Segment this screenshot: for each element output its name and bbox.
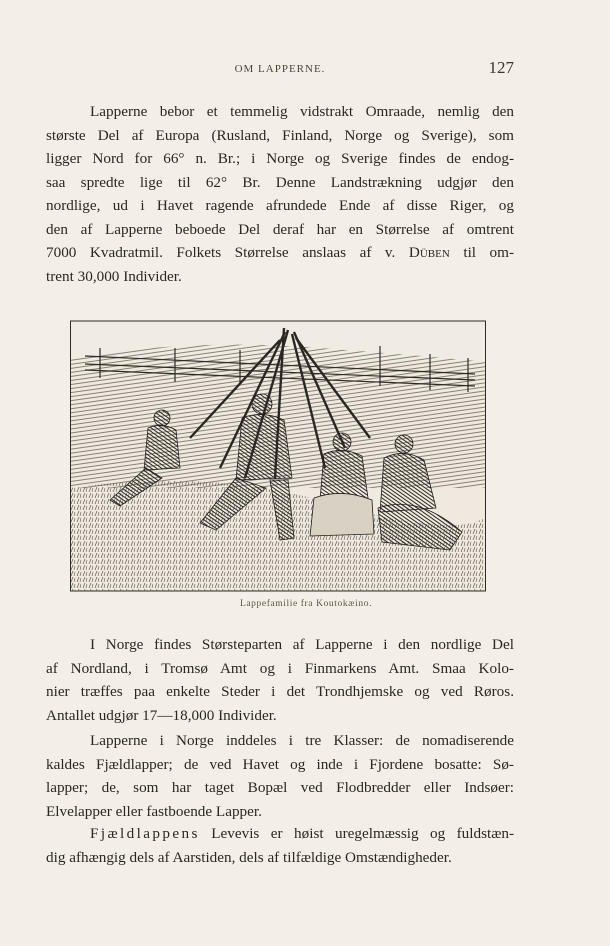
text-line: Elvelapper eller fastboende Lapper.: [46, 802, 262, 820]
text-line: dig afhængig dels af Aarstiden, dels af tilfældige Omstændigheder.: [46, 848, 452, 866]
author-name: Düben: [408, 244, 450, 261]
paragraph-4: [46, 822, 514, 869]
text-line: af Nordland, i Tromsø Amt og i Finmarkens Amt. Smaa Kolo-: [46, 659, 514, 677]
text-line: nier træffes paa enkelte Steder i det Trondhjemske og ved Røros.: [46, 683, 514, 700]
page-header: [46, 58, 514, 80]
text-line: største Del af Europa (Rusland, Finland, Norge og Sverige), som: [46, 126, 514, 144]
running-head: OM LAPPERNE.: [234, 63, 326, 75]
text-line: nordlige, ud i Havet ragende afrundede Ende af disse Riger, og: [46, 197, 514, 214]
text-line: [46, 241, 514, 265]
spaced-word: Fjældlappens: [90, 825, 200, 842]
text-line: kaldes Fjældlapper; de ved Havet og inde i Fjordene bosatte: Sø-: [46, 755, 514, 773]
paragraph-3: [46, 729, 514, 823]
text-line: I Norge findes Størsteparten af Lapperne i den nordlige Del: [90, 636, 514, 653]
text-line: [46, 822, 514, 846]
illustration-lapp-family: [70, 318, 486, 592]
text-segment: 7000 Kvadratmil. Folkets Størrelse anslaas af v.: [46, 244, 409, 261]
text-line: Antallet udgjør 17—18,000 Individer.: [46, 706, 277, 724]
text-line: Lapperne bebor et temmelig vidstrakt Omraade, nemlig den: [90, 103, 514, 120]
text-segment: til om-: [449, 244, 515, 261]
text-line: den af Lapperne beboede Del deraf har en Størrelse af omtrent: [46, 220, 514, 238]
text-line: trent 30,000 Individer.: [46, 267, 182, 285]
page-number: 127: [488, 58, 514, 77]
paragraph-2: [46, 633, 514, 727]
text-line: saa spredte lige til 62° Br. Denne Landstrækning udgjør den: [46, 173, 514, 191]
figure-caption: Lappefamilie fra Koutokæino.: [239, 599, 373, 609]
text-line: ligger Nord for 66° n. Br.; i Norge og Sverige findes de endog-: [46, 150, 514, 167]
text-line: Lapperne i Norge inddeles i tre Klasser: de nomadiserende: [90, 732, 514, 749]
text-segment: Levevis er høist uregelmæssig og fuldstæn-: [199, 825, 514, 842]
paragraph-1: [46, 100, 514, 288]
text-line: lapper; de, som har taget Bopæl ved Flodbredder eller Indsøer:: [46, 779, 514, 796]
